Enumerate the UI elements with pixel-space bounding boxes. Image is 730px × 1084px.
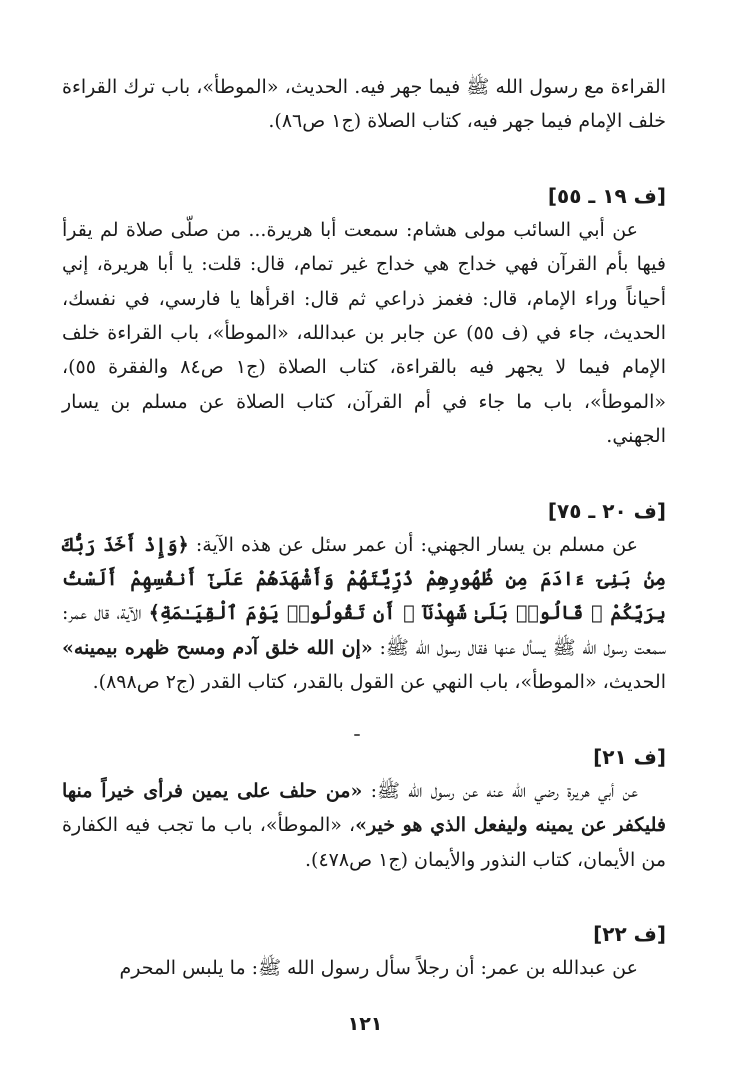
section-21-source: ، «الموطأ»، باب ما تجب فيه الكفارة من الأيمان، كتاب النذور والأيمان (ج١ ص٤٧٨). [62,814,666,871]
stray-mark [354,734,360,736]
section-19-text: عن أبي السائب مولى هشام: سمعت أبا هريرة... من صلّى صلاة لم يقرأ فيها بأم القرآن فهي خداج هي خداج غير تمام، قال: قلت: يا أبا هريرة، إني أحياناً وراء الإمام، قال: فغمز ذراعي ثم قال: اقرأها يا فارسي، في نفسك، الحديث، جاء في (ف ٥٥) عن جابر بن عبدالله، «الموطأ»، باب القراءة خلف الإمام فيما لا يجهر فيه بالقراءة، كتاب الصلاة (ج١ ص٨٤ والفقرة ٥٥)، «الموطأ»، باب ما جاء في أم القرآن، كتاب الصلاة عن مسلم بن يسار الجهني. [62,218,666,448]
section-21-intro: عن أبي هريرة رضي الله عنه عن رسول الله ﷺ: [362,779,639,802]
section-20-text [62,528,666,700]
section-20-source: الحديث، «الموطأ»، باب النهي عن القول بالقدر، كتاب القدر (ج٢ ص٨٩٨). [92,671,666,694]
section-heading-20: [ف ٢٠ ـ ٧٥] [547,498,666,523]
section-22-text: عن عبدالله بن عمر: أن رجلاً سأل رسول الله ﷺ: ما يلبس المحرم [119,956,638,979]
section-20-middle: الآية، قال عمر: سمعت رسول الله ﷺ يسأل عنها فقال رسول الله ﷺ: [62,602,666,659]
section-heading-19: [ف ١٩ ـ ٥٥] [547,183,666,208]
section-heading-22: [ف ٢٢] [593,921,666,946]
section-21-text [62,774,666,877]
section-heading-21: [ف ٢١] [593,744,666,769]
section-20-intro: عن مسلم بن يسار الجهني: أن عمر سئل عن هذه الآية: [188,533,638,556]
hadith-quote-20: «إن الله خلق آدم ومسح ظهره بيمينه» [62,636,373,659]
quran-verse: ﴿وَإِذْ أَخَذَ رَبُّكَ مِنۢ بَنِىٓ ءَادَمَ مِن ظُهُورِهِمْ ذُرِّيَّتَهُمْ وَأَشْهَدَهُمْ عَلَىٰٓ أَنفُسِهِمْ أَلَسْتُ بِرَبِّكُمْ ۖ قَالُوا۟ بَلَىٰ شَهِدْنَآ ۛ أَن تَقُولُوا۟ يَوْمَ ٱلْقِيَـٰمَةِ﴾ [62,533,666,625]
page-number: ١٢١ [347,1013,383,1035]
page-body [62,70,666,985]
hadith-quote-21: «من حلف على يمين فرأى خيراً منها فليكفر عن يمينه وليفعل الذي هو خير» [62,779,667,837]
continued-paragraph: القراءة مع رسول الله ﷺ فيما جهر فيه. الحديث، «الموطأ»، باب ترك القراءة خلف الإمام فيما جهر فيه، كتاب الصلاة (ج١ ص٨٦). [62,76,666,133]
